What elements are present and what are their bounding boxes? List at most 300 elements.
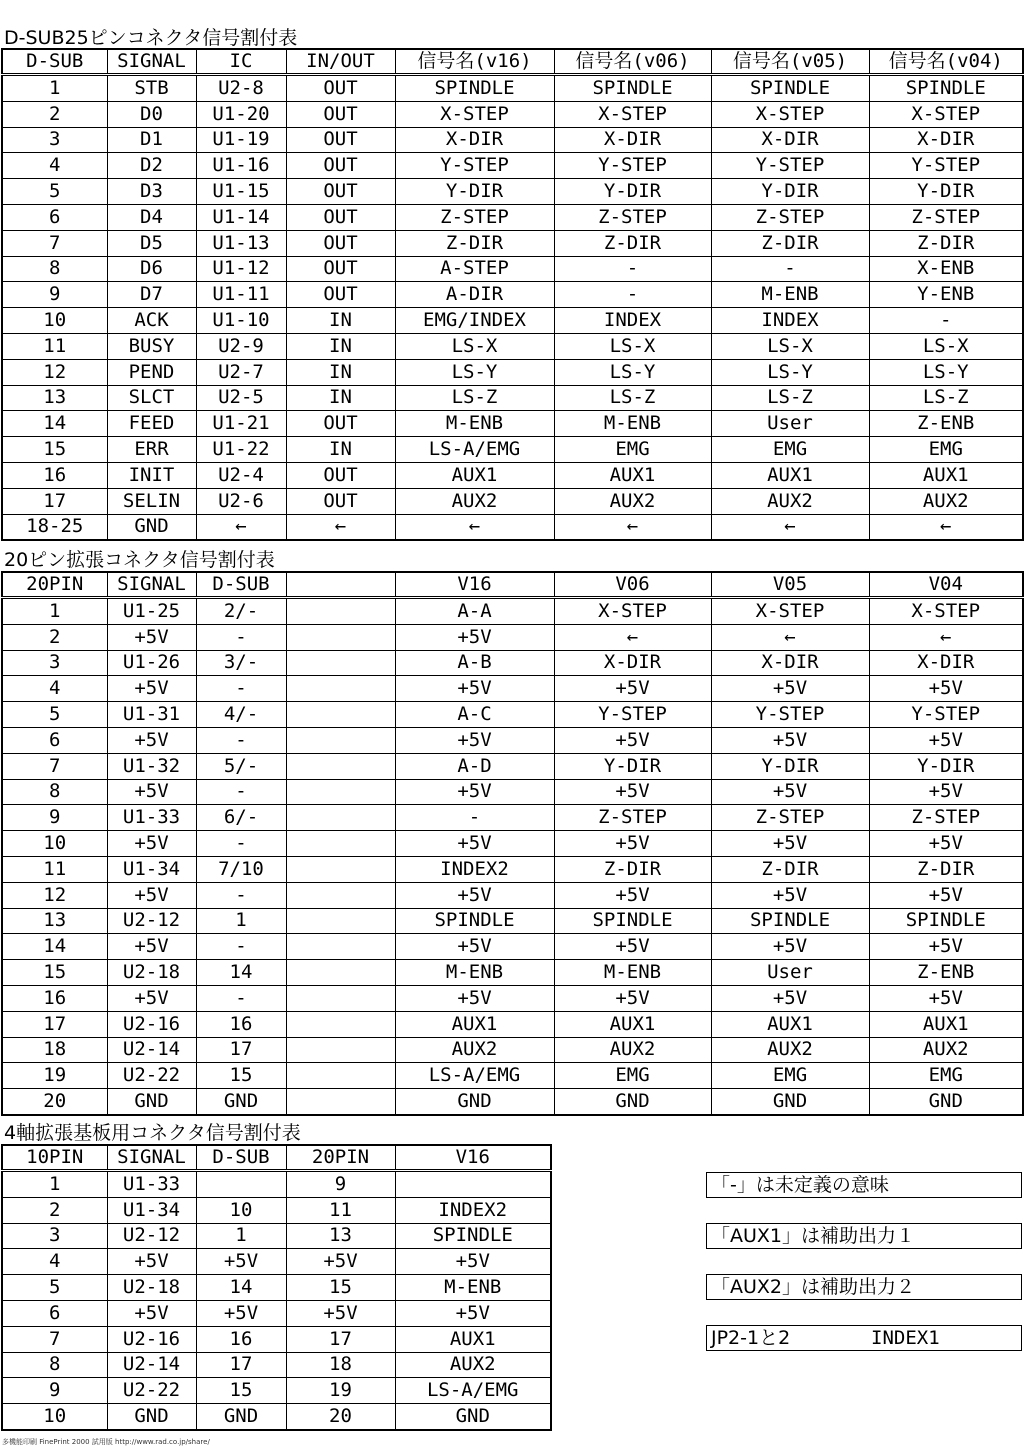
table-cell: LS-Y	[554, 359, 711, 385]
table-cell: 11	[2, 333, 107, 359]
table-cell: OUT	[286, 204, 395, 230]
table-row	[2, 1275, 551, 1301]
table-cell: U1-22	[196, 437, 286, 463]
table-cell: 15	[2, 960, 107, 986]
table-cell: 14	[2, 411, 107, 437]
table-cell: INDEX2	[395, 856, 554, 882]
table-cell: -	[196, 985, 286, 1011]
table-cell: +5V	[107, 676, 196, 702]
table-cell: EMG	[554, 437, 711, 463]
table-cell: U2-12	[107, 908, 196, 934]
table-cell: PEND	[107, 359, 196, 385]
table-cell: 19	[286, 1378, 395, 1404]
table-cell: IN	[286, 333, 395, 359]
table-cell: U2-9	[196, 333, 286, 359]
table-cell: ERR	[107, 437, 196, 463]
table-cell: AUX2	[869, 1037, 1023, 1063]
table-cell: 7	[2, 753, 107, 779]
table-cell: 5	[2, 1275, 107, 1301]
table-row	[2, 204, 1023, 230]
table-cell	[286, 598, 395, 625]
table-cell	[286, 1011, 395, 1037]
table-cell	[286, 650, 395, 676]
table-cell: 14	[2, 934, 107, 960]
note-aux1	[706, 1223, 1022, 1249]
table-row	[2, 514, 1023, 540]
table-cell: X-STEP	[554, 598, 711, 625]
table-cell: ←	[869, 514, 1023, 540]
table-cell: 4/-	[196, 702, 286, 728]
table-cell: LS-Y	[711, 359, 869, 385]
table-cell: 6/-	[196, 805, 286, 831]
table-cell: +5V	[554, 779, 711, 805]
table-cell: AUX2	[395, 488, 554, 514]
table-cell: +5V	[107, 779, 196, 805]
table-cell: Y-DIR	[711, 753, 869, 779]
table-cell: X-ENB	[869, 256, 1023, 282]
table-cell: User	[711, 960, 869, 986]
table-cell: User	[711, 411, 869, 437]
table-cell: ←	[869, 624, 1023, 650]
table-cell: +5V	[107, 882, 196, 908]
table-row	[2, 1223, 551, 1249]
table-cell: 15	[2, 437, 107, 463]
table-cell: Z-STEP	[869, 204, 1023, 230]
table-cell: AUX2	[711, 488, 869, 514]
table-cell: 15	[286, 1275, 395, 1301]
table-cell	[286, 831, 395, 857]
table-cell: LS-A/EMG	[395, 437, 554, 463]
table-cell: M-ENB	[554, 411, 711, 437]
pin20-expansion-table	[1, 571, 1024, 1116]
table-cell: GND	[395, 1404, 551, 1430]
table-cell: IN	[286, 308, 395, 334]
table-cell: SPINDLE	[395, 1223, 551, 1249]
table-cell: -	[196, 882, 286, 908]
table-cell: SPINDLE	[554, 908, 711, 934]
table-cell: GND	[107, 1404, 196, 1430]
table-cell: OUT	[286, 179, 395, 205]
table-cell: A-STEP	[395, 256, 554, 282]
table-cell: LS-Z	[554, 385, 711, 411]
table-row	[2, 385, 1023, 411]
table-cell: INDEX	[711, 308, 869, 334]
table-cell	[286, 985, 395, 1011]
table-cell	[286, 960, 395, 986]
table-row	[2, 1352, 551, 1378]
table-cell: +5V	[107, 727, 196, 753]
table-cell: AUX1	[711, 462, 869, 488]
table-row	[2, 1089, 1023, 1115]
table-row	[2, 805, 1023, 831]
table-cell: Z-STEP	[711, 805, 869, 831]
table-cell: AUX2	[395, 1037, 554, 1063]
column-header: 20PIN	[286, 1145, 395, 1171]
table-row	[2, 282, 1023, 308]
table-cell: OUT	[286, 230, 395, 256]
table2-title: 20ピン拡張コネクタ信号割付表	[4, 549, 275, 571]
table-cell: -	[554, 282, 711, 308]
column-header: 10PIN	[2, 1145, 107, 1171]
table-cell: SPINDLE	[711, 908, 869, 934]
table-row	[2, 1011, 1023, 1037]
table-cell: AUX1	[395, 462, 554, 488]
table-cell: +5V	[107, 624, 196, 650]
table-cell: U1-16	[196, 153, 286, 179]
table-cell: -	[196, 676, 286, 702]
table-cell: Z-DIR	[869, 230, 1023, 256]
table-cell: BUSY	[107, 333, 196, 359]
table-row	[2, 179, 1023, 205]
table-header-row	[2, 1145, 551, 1171]
table-cell: LS-Y	[395, 359, 554, 385]
table-cell: +5V	[869, 831, 1023, 857]
table-header-row	[2, 572, 1023, 598]
table-row	[2, 1037, 1023, 1063]
note-undefined-text: 「-」は未定義の意味	[711, 1174, 889, 1196]
table-cell: SPINDLE	[395, 908, 554, 934]
table-cell: Z-DIR	[711, 856, 869, 882]
table-header-row	[2, 49, 1023, 75]
note-jp2	[706, 1325, 1022, 1351]
table-cell: GND	[107, 1089, 196, 1115]
table-cell: 13	[2, 385, 107, 411]
table-cell: Y-STEP	[554, 153, 711, 179]
table-cell: -	[869, 308, 1023, 334]
column-header: V16	[395, 1145, 551, 1171]
column-header: D-SUB	[2, 49, 107, 75]
table-cell	[286, 908, 395, 934]
table-cell: +5V	[395, 676, 554, 702]
table-cell: U1-20	[196, 101, 286, 127]
table-cell: 3	[2, 127, 107, 153]
table-row	[2, 488, 1023, 514]
table-cell: LS-A/EMG	[395, 1063, 554, 1089]
table-cell: U1-31	[107, 702, 196, 728]
table-cell: +5V	[107, 985, 196, 1011]
table-cell	[286, 805, 395, 831]
table-cell: U1-12	[196, 256, 286, 282]
table-row	[2, 882, 1023, 908]
table-cell: ACK	[107, 308, 196, 334]
table-cell: +5V	[395, 985, 554, 1011]
table-cell: +5V	[395, 624, 554, 650]
table-cell: 2/-	[196, 598, 286, 625]
table-cell: D7	[107, 282, 196, 308]
table-row	[2, 779, 1023, 805]
table-cell: LS-X	[554, 333, 711, 359]
table-cell: U2-22	[107, 1378, 196, 1404]
column-header: D-SUB	[196, 1145, 286, 1171]
column-header: 信号名(v05)	[711, 49, 869, 75]
table-cell: +5V	[554, 934, 711, 960]
table-cell: GND	[196, 1404, 286, 1430]
table-cell: 7	[2, 1326, 107, 1352]
column-header: IN/OUT	[286, 49, 395, 75]
table-row	[2, 1378, 551, 1404]
table-row	[2, 308, 1023, 334]
table-cell: A-B	[395, 650, 554, 676]
table-cell: A-DIR	[395, 282, 554, 308]
table-cell: +5V	[711, 676, 869, 702]
table-cell: +5V	[196, 1249, 286, 1275]
table-cell: A-D	[395, 753, 554, 779]
table-cell: M-ENB	[395, 411, 554, 437]
table-cell: +5V	[869, 727, 1023, 753]
table-cell: OUT	[286, 101, 395, 127]
table-row	[2, 831, 1023, 857]
table-cell: U1-15	[196, 179, 286, 205]
table-cell: X-STEP	[711, 598, 869, 625]
table-cell: U1-25	[107, 598, 196, 625]
table-row	[2, 702, 1023, 728]
table-cell: INIT	[107, 462, 196, 488]
table-cell: AUX1	[711, 1011, 869, 1037]
table-cell	[286, 779, 395, 805]
column-header: IC	[196, 49, 286, 75]
table-cell: +5V	[395, 831, 554, 857]
table1-title: D-SUB25ピンコネクタ信号割付表	[4, 27, 298, 49]
column-header: V04	[869, 572, 1023, 598]
table-cell: U1-26	[107, 650, 196, 676]
table-row	[2, 230, 1023, 256]
table-cell: OUT	[286, 462, 395, 488]
table-cell: Y-STEP	[395, 153, 554, 179]
table-cell: +5V	[286, 1249, 395, 1275]
table-cell: OUT	[286, 127, 395, 153]
table-cell: EMG	[554, 1063, 711, 1089]
table-cell: 10	[2, 1404, 107, 1430]
table-cell: Y-DIR	[395, 179, 554, 205]
table-cell: 10	[196, 1197, 286, 1223]
table-cell: Z-STEP	[711, 204, 869, 230]
table-row	[2, 1326, 551, 1352]
table-cell: 4	[2, 1249, 107, 1275]
column-header: V05	[711, 572, 869, 598]
table-cell: M-ENB	[711, 282, 869, 308]
table-cell: 17	[196, 1352, 286, 1378]
table-cell: EMG	[711, 437, 869, 463]
note-aux2	[706, 1274, 1022, 1300]
table-cell: D5	[107, 230, 196, 256]
table-cell: U1-13	[196, 230, 286, 256]
table-cell: U2-8	[196, 75, 286, 102]
table-cell: SPINDLE	[711, 75, 869, 102]
table3-title: 4軸拡張基板用コネクタ信号割付表	[4, 1122, 301, 1144]
column-header: D-SUB	[196, 572, 286, 598]
table-row	[2, 1300, 551, 1326]
table-cell: Y-DIR	[554, 753, 711, 779]
table-cell: EMG	[711, 1063, 869, 1089]
table-cell: X-DIR	[554, 127, 711, 153]
table-cell: GND	[196, 1089, 286, 1115]
table-cell: -	[711, 256, 869, 282]
table-cell: 9	[2, 805, 107, 831]
table-cell: 1	[196, 908, 286, 934]
table-cell: LS-X	[711, 333, 869, 359]
table-row	[2, 856, 1023, 882]
table-cell: LS-X	[869, 333, 1023, 359]
table-cell: ←	[554, 514, 711, 540]
table-cell: 9	[2, 282, 107, 308]
table-cell: OUT	[286, 411, 395, 437]
table-cell: U2-5	[196, 385, 286, 411]
table-cell: GND	[107, 514, 196, 540]
table-cell: 12	[2, 359, 107, 385]
table-cell	[286, 1037, 395, 1063]
table-cell: U2-14	[107, 1352, 196, 1378]
table-cell: SLCT	[107, 385, 196, 411]
table-cell: Z-ENB	[869, 411, 1023, 437]
table-cell: U1-14	[196, 204, 286, 230]
table-cell: 3/-	[196, 650, 286, 676]
note-aux2-text: 「AUX2」は補助出力２	[711, 1276, 916, 1298]
table-cell: IN	[286, 385, 395, 411]
table-cell: M-ENB	[395, 1275, 551, 1301]
table-cell: LS-X	[395, 333, 554, 359]
table-cell: X-DIR	[869, 127, 1023, 153]
table-cell: U1-21	[196, 411, 286, 437]
table-cell: IN	[286, 437, 395, 463]
axis4-board-table	[1, 1144, 552, 1431]
table-cell: 17	[196, 1037, 286, 1063]
table-cell: EMG	[869, 437, 1023, 463]
table-cell: 18	[286, 1352, 395, 1378]
table-cell: U2-22	[107, 1063, 196, 1089]
table-cell: +5V	[286, 1300, 395, 1326]
table-cell: ←	[711, 514, 869, 540]
table-cell: SPINDLE	[869, 75, 1023, 102]
table-cell: 7/10	[196, 856, 286, 882]
table-cell: +5V	[107, 1249, 196, 1275]
table-cell: Y-STEP	[711, 153, 869, 179]
table-cell: ←	[196, 514, 286, 540]
column-header: 20PIN	[2, 572, 107, 598]
table-cell: +5V	[107, 934, 196, 960]
table-row	[2, 960, 1023, 986]
table-row	[2, 676, 1023, 702]
table-cell: Y-DIR	[554, 179, 711, 205]
table-cell: U1-19	[196, 127, 286, 153]
table-cell: U1-33	[107, 1171, 196, 1198]
table-cell: +5V	[554, 882, 711, 908]
table-cell: 4	[2, 153, 107, 179]
table-cell: ←	[395, 514, 554, 540]
table-cell: Y-ENB	[869, 282, 1023, 308]
table-cell: AUX1	[554, 1011, 711, 1037]
table-row	[2, 1171, 551, 1198]
table-cell: EMG	[869, 1063, 1023, 1089]
table-cell: U2-7	[196, 359, 286, 385]
table-cell	[286, 856, 395, 882]
table-row	[2, 934, 1023, 960]
table-cell: 5/-	[196, 753, 286, 779]
table-cell: AUX2	[869, 488, 1023, 514]
table-cell: AUX1	[395, 1011, 554, 1037]
table-cell: +5V	[395, 1249, 551, 1275]
table-cell: +5V	[554, 676, 711, 702]
table-cell: A-A	[395, 598, 554, 625]
table-cell: OUT	[286, 153, 395, 179]
column-header: V06	[554, 572, 711, 598]
table-cell: +5V	[395, 727, 554, 753]
table-cell: 8	[2, 779, 107, 805]
table-cell: 8	[2, 1352, 107, 1378]
table-cell: X-STEP	[869, 598, 1023, 625]
table-row	[2, 753, 1023, 779]
table-cell: U1-11	[196, 282, 286, 308]
table-row	[2, 101, 1023, 127]
table-cell: X-DIR	[869, 650, 1023, 676]
table-cell: X-STEP	[869, 101, 1023, 127]
table-cell: 11	[286, 1197, 395, 1223]
table-cell: 1	[2, 1171, 107, 1198]
table-row	[2, 1404, 551, 1430]
table-row	[2, 985, 1023, 1011]
table-cell: -	[196, 624, 286, 650]
table-cell: Z-DIR	[711, 230, 869, 256]
table-cell: 6	[2, 1300, 107, 1326]
table-cell: -	[196, 779, 286, 805]
table-cell: +5V	[711, 934, 869, 960]
table-cell: 13	[286, 1223, 395, 1249]
table-cell: Z-ENB	[869, 960, 1023, 986]
column-header: 信号名(v04)	[869, 49, 1023, 75]
table-cell: 5	[2, 179, 107, 205]
table-cell: X-DIR	[554, 650, 711, 676]
column-header	[286, 572, 395, 598]
table-cell: 20	[2, 1089, 107, 1115]
table-row	[2, 153, 1023, 179]
table-cell: U1-10	[196, 308, 286, 334]
table-cell: 2	[2, 624, 107, 650]
table-cell: LS-Z	[395, 385, 554, 411]
table-cell: +5V	[869, 676, 1023, 702]
table-cell: INDEX	[554, 308, 711, 334]
table-cell: Y-STEP	[711, 702, 869, 728]
table-cell: U2-18	[107, 1275, 196, 1301]
table-cell: IN	[286, 359, 395, 385]
table-cell: U2-16	[107, 1011, 196, 1037]
table-cell	[286, 882, 395, 908]
table-cell: 17	[2, 1011, 107, 1037]
table-cell: U2-6	[196, 488, 286, 514]
table-cell: U2-12	[107, 1223, 196, 1249]
table-cell: Y-STEP	[869, 702, 1023, 728]
table-cell: LS-Y	[869, 359, 1023, 385]
table-cell: 8	[2, 256, 107, 282]
table-cell: LS-Z	[711, 385, 869, 411]
table-cell: -	[554, 256, 711, 282]
table-cell: 15	[196, 1063, 286, 1089]
table-cell: 15	[196, 1378, 286, 1404]
table-cell: GND	[869, 1089, 1023, 1115]
table-cell: LS-A/EMG	[395, 1378, 551, 1404]
table-cell: Z-DIR	[554, 230, 711, 256]
table-cell: Z-DIR	[869, 856, 1023, 882]
table-row	[2, 727, 1023, 753]
column-header: SIGNAL	[107, 49, 196, 75]
table-row	[2, 359, 1023, 385]
table-cell: U2-4	[196, 462, 286, 488]
table-cell: ←	[286, 514, 395, 540]
dsub25-signal-table	[1, 48, 1024, 541]
footer-watermark: 多機能印刷 FinePrint 2000 試用版 http://www.rad.co.jp/share/	[2, 1438, 210, 1446]
table-cell: 14	[196, 960, 286, 986]
table-cell: +5V	[869, 882, 1023, 908]
table-cell: -	[196, 831, 286, 857]
table-cell: X-DIR	[711, 127, 869, 153]
